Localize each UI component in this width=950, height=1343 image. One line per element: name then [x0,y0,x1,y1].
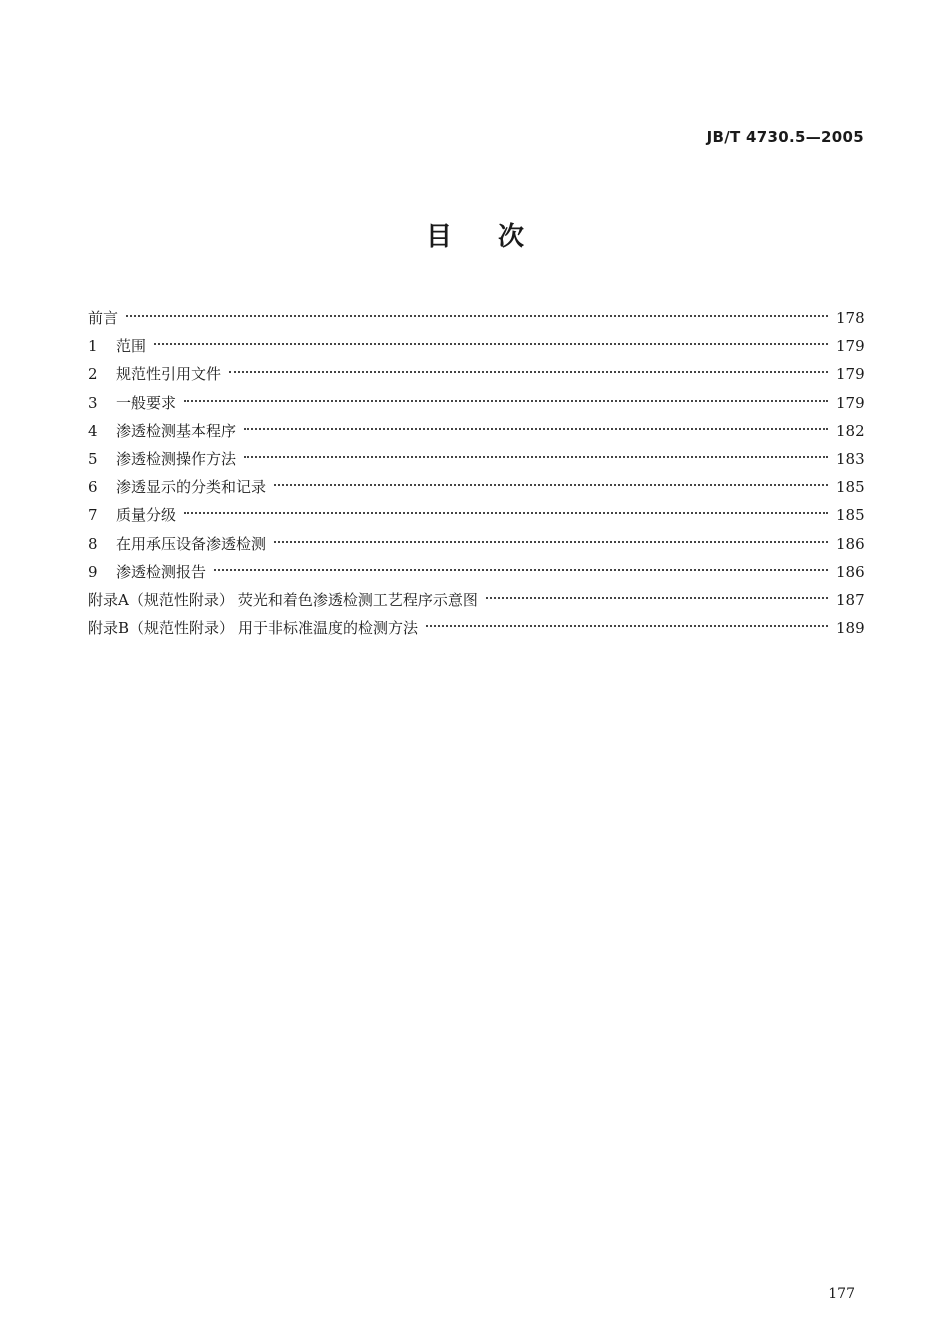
toc-entry-1[interactable] [88,332,865,360]
toc-entry-6[interactable] [88,473,865,501]
dot-leader [274,484,828,486]
page-number: 177 [828,1286,855,1302]
toc-entry-page: 185 [836,478,865,497]
toc-entry-label: 渗透检测报告 [116,562,207,581]
toc-entry-label: 在用承压设备渗透检测 [116,534,267,553]
toc-entry-page: 186 [836,534,865,553]
toc-entry-label: 范围 [116,337,147,356]
dot-leader [244,456,828,458]
toc-entry-label: 渗透检测操作方法 [116,449,237,468]
dot-leader [274,541,828,543]
dot-leader [486,597,828,599]
toc-entry-number: 9 [88,562,98,581]
toc-entry-appendix-a[interactable] [88,586,865,614]
toc-entry-4[interactable] [88,417,865,445]
table-of-contents [88,304,865,642]
standard-code: JB/T 4730.5—2005 [706,128,864,146]
toc-entry-page: 179 [836,393,865,412]
dot-leader [244,428,828,430]
dot-leader [214,569,828,571]
toc-entry-2[interactable] [88,360,865,388]
toc-entry-number: 6 [88,478,98,497]
toc-entry-number: 7 [88,506,98,525]
toc-entry-label: 渗透检测基本程序 [116,421,237,440]
toc-entry-page: 187 [836,590,865,609]
toc-entry-appendix-b[interactable] [88,614,865,642]
toc-entry-page: 178 [836,309,865,327]
toc-entry-page: 182 [836,421,865,440]
toc-entry-page: 185 [836,506,865,525]
toc-entry-number: 附录B（规范性附录） [88,619,235,638]
toc-entry-label: 用于非标准温度的检测方法 [238,619,419,638]
dot-leader [184,512,828,514]
toc-entry-label: 质量分级 [116,506,177,525]
toc-entry-label: 荧光和着色渗透检测工艺程序示意图 [237,590,478,609]
toc-title: 目次 [425,222,570,252]
toc-entry-number: 附录A（规范性附录） [88,590,234,609]
dot-leader [154,343,828,345]
toc-entry-page: 183 [836,449,865,468]
toc-entry-label: 渗透显示的分类和记录 [116,478,267,497]
toc-entry-3[interactable] [88,389,865,417]
toc-entry-number: 2 [88,365,98,384]
toc-entry-number: 3 [88,393,98,412]
toc-entry-number: 5 [88,449,98,468]
toc-entry-number: 1 [88,337,98,356]
toc-entry-5[interactable] [88,445,865,473]
toc-entry-page: 179 [836,337,865,356]
toc-entry-8[interactable] [88,530,865,558]
dot-leader [426,625,828,627]
toc-entry-page: 189 [836,619,865,638]
toc-entry-7[interactable] [88,501,865,529]
toc-entry-page: 186 [836,562,865,581]
toc-entry-label: 规范性引用文件 [116,365,222,384]
dot-leader [126,315,828,317]
toc-entry-page: 179 [836,365,865,384]
toc-entry-label: 前言 [88,309,119,327]
toc-entry-9[interactable] [88,558,865,586]
toc-entry-label: 一般要求 [116,393,177,412]
toc-entry-number: 8 [88,534,98,553]
toc-entry-foreword[interactable] [88,304,865,332]
toc-entry-number: 4 [88,421,98,440]
dot-leader [229,371,828,373]
dot-leader [184,400,828,402]
